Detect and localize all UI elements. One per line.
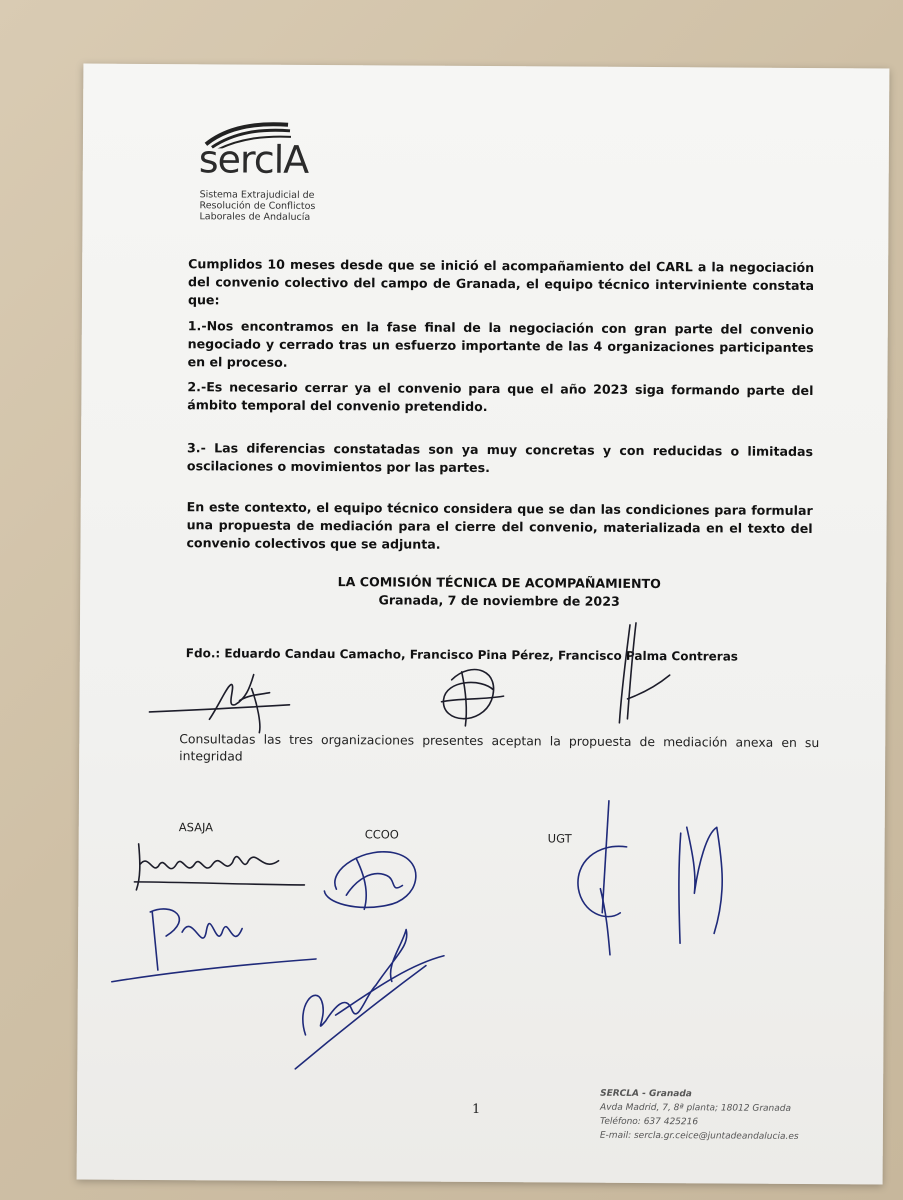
point-2: 2.-Es necesario cerrar ya el convenio para que el año 2023 siga formando parte del ámbito temporal del convenio pretendido. (187, 379, 814, 415)
org-label-ccoo: CCOO (364, 827, 399, 842)
consulted-paragraph: Consultadas las tres organizaciones presentes aceptan la propuesta de mediación anexa en su integridad (179, 731, 820, 764)
footer-email: E-mail: sercla.gr.ceice@juntadeandalucia.es (599, 1130, 799, 1142)
sercla-logo (198, 118, 348, 223)
signed-by-line: Fdo.: Eduardo Candau Camacho, Francisco Pina Pérez, Francisco Palma Contreras (185, 646, 739, 664)
footer-address: Avda Madrid, 7, 8ª planta; 18012 Granada (600, 1102, 792, 1114)
signature-candau (139, 664, 299, 735)
commission-date: Granada, 7 de noviembre de 2023 (378, 592, 620, 609)
document-page (77, 64, 890, 1185)
footer-title: SERCLA - Granada (600, 1088, 692, 1100)
signature-pina (431, 660, 511, 730)
logo-subtitle: Sistema Extrajudicial de Resolución de Conflictos Laborales de Andalucía (199, 189, 316, 223)
commission-title: LA COMISIÓN TÉCNICA DE ACOMPAÑAMIENTO (337, 574, 661, 592)
intro-paragraph: Cumplidos 10 meses desde que se inició el acompañamiento del CARL a la negociación del convenio colectivo del campo de Granada, el equipo técnico interviniente constata que: (187, 256, 815, 308)
org-label-asaja: ASAJA (178, 820, 214, 835)
org-label-ugt: UGT (547, 831, 572, 846)
footer-phone: Teléfono: 637 425216 (599, 1116, 699, 1128)
page-number: 1 (471, 1101, 481, 1117)
signature-ccoo-1 (316, 839, 436, 920)
signature-palma (607, 619, 678, 729)
context-paragraph: En este contexto, el equipo técnico considera que se dan las condiciones para formular una propuesta de mediación para el cierre del convenio, materializada en el texto del convenio colectivos que se adjunta. (186, 499, 813, 552)
point-1: 1.-Nos encontramos en la fase final de la negociación con gran parte del convenio negociado y cerrado tras un esfuerzo importante de las 4 organizaciones participantes en el proceso. (187, 318, 814, 370)
footer-contact (600, 1087, 799, 1144)
logo-wordmark: serclA (198, 137, 309, 182)
signature-asaja-1 (128, 834, 308, 895)
point-3: 3.- Las diferencias constatadas son ya muy concretas y con reducidas o limitadas oscilaciones o movimientos por las partes. (186, 440, 814, 476)
signature-ccoo-2 (275, 925, 456, 1076)
signature-ugt (566, 793, 747, 964)
